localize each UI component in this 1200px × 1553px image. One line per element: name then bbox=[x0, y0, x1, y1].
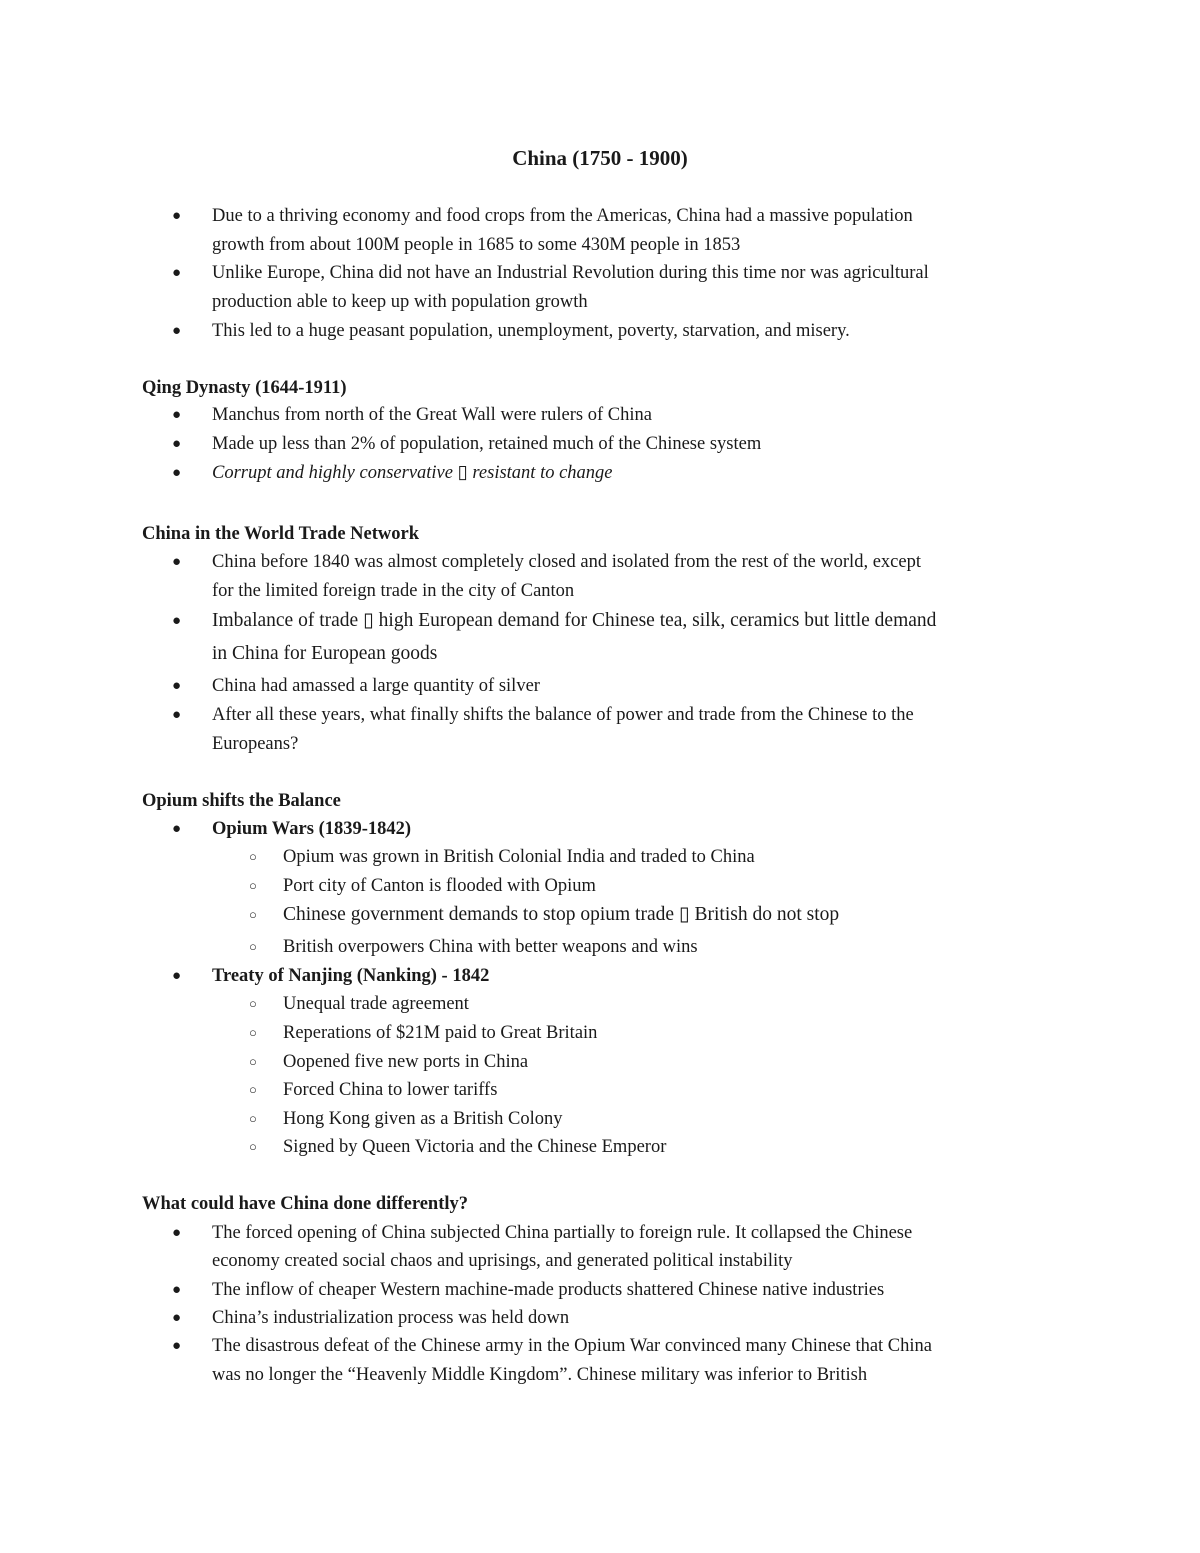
sub-bullet-icon: ○ bbox=[249, 878, 257, 893]
trade-2-line-0: China had amassed a large quantity of silver bbox=[212, 676, 540, 696]
bullet-icon: ● bbox=[172, 968, 182, 984]
opium-wars-item-2: Chinese government demands to stop opium trade ▯ British do not stop bbox=[283, 904, 840, 925]
qing-item-1: Made up less than 2% of population, retained much of the Chinese system bbox=[212, 434, 762, 454]
qing-item-2: Corrupt and highly conservative ▯ resistant to change bbox=[212, 463, 613, 483]
bullet-icon: ● bbox=[172, 707, 182, 723]
trade-heading: China in the World Trade Network bbox=[142, 524, 420, 544]
trade-0-line-1: for the limited foreign trade in the city of Canton bbox=[212, 581, 575, 601]
intro-1-line-0: Unlike Europe, China did not have an Industrial Revolution during this time nor was agricultural bbox=[212, 263, 929, 283]
intro-0-line-0: Due to a thriving economy and food crops from the Americas, China had a massive population bbox=[212, 206, 913, 226]
bullet-icon: ● bbox=[172, 465, 182, 481]
sub-bullet-icon: ○ bbox=[249, 1082, 257, 1097]
bullet-icon: ● bbox=[172, 208, 182, 224]
diff-1-line-0: The inflow of cheaper Western machine-made products shattered Chinese native industries bbox=[212, 1280, 885, 1300]
sub-bullet-icon: ○ bbox=[249, 996, 257, 1011]
page-title: China (1750 - 1900) bbox=[512, 146, 688, 170]
bullet-icon: ● bbox=[172, 1282, 182, 1298]
sub-bullet-icon: ○ bbox=[249, 849, 257, 864]
bullet-icon: ● bbox=[172, 265, 182, 281]
opium-wars-item-0: Opium was grown in British Colonial India and traded to China bbox=[283, 847, 755, 867]
diff-0-line-0: The forced opening of China subjected China partially to foreign rule. It collapsed the Chinese bbox=[212, 1223, 913, 1243]
intro-1-line-1: production able to keep up with population growth bbox=[212, 292, 588, 312]
bullet-icon: ● bbox=[172, 436, 182, 452]
opium-wars-label: Opium Wars (1839-1842) bbox=[212, 819, 412, 839]
qing-item-0: Manchus from north of the Great Wall were rulers of China bbox=[212, 405, 652, 425]
sub-bullet-icon: ○ bbox=[249, 1054, 257, 1069]
treaty-item-2: Oopened five new ports in China bbox=[283, 1052, 529, 1072]
bullet-icon: ● bbox=[172, 613, 182, 629]
trade-1-line-0: Imbalance of trade ▯ high European demand for Chinese tea, silk, ceramics but little demand bbox=[212, 610, 937, 631]
sub-bullet-icon: ○ bbox=[249, 1111, 257, 1126]
qing-heading: Qing Dynasty (1644-1911) bbox=[142, 378, 347, 398]
diff-3-line-0: The disastrous defeat of the Chinese army in the Opium War convinced many Chinese that China bbox=[212, 1336, 933, 1356]
sub-bullet-icon: ○ bbox=[249, 939, 257, 954]
treaty-item-4: Hong Kong given as a British Colony bbox=[283, 1109, 563, 1129]
opium-heading: Opium shifts the Balance bbox=[142, 791, 341, 811]
treaty-label: Treaty of Nanjing (Nanking) - 1842 bbox=[212, 966, 490, 986]
bullet-icon: ● bbox=[172, 323, 182, 339]
trade-3-line-0: After all these years, what finally shifts the balance of power and trade from the Chinese to the bbox=[212, 705, 914, 725]
intro-0-line-1: growth from about 100M people in 1685 to some 430M people in 1853 bbox=[212, 235, 741, 255]
diff-3-line-1: was no longer the “Heavenly Middle Kingdom”. Chinese military was inferior to British bbox=[212, 1365, 868, 1385]
trade-1-line-1: in China for European goods bbox=[212, 643, 438, 664]
treaty-item-5: Signed by Queen Victoria and the Chinese Emperor bbox=[283, 1137, 667, 1157]
trade-0-line-0: China before 1840 was almost completely closed and isolated from the rest of the world, except bbox=[212, 552, 921, 572]
bullet-icon: ● bbox=[172, 1310, 182, 1326]
opium-wars-item-1: Port city of Canton is flooded with Opium bbox=[283, 876, 596, 896]
treaty-item-0: Unequal trade agreement bbox=[283, 994, 469, 1014]
bullet-icon: ● bbox=[172, 554, 182, 570]
bullet-icon: ● bbox=[172, 678, 182, 694]
bullet-icon: ● bbox=[172, 1225, 182, 1241]
differently-heading: What could have China done differently? bbox=[142, 1194, 469, 1214]
treaty-item-3: Forced China to lower tariffs bbox=[283, 1080, 498, 1100]
trade-3-line-1: Europeans? bbox=[212, 734, 299, 754]
treaty-item-1: Reperations of $21M paid to Great Britain bbox=[283, 1023, 598, 1043]
sub-bullet-icon: ○ bbox=[249, 907, 257, 922]
sub-bullet-icon: ○ bbox=[249, 1025, 257, 1040]
bullet-icon: ● bbox=[172, 821, 182, 837]
bullet-icon: ● bbox=[172, 1338, 182, 1354]
sub-bullet-icon: ○ bbox=[249, 1139, 257, 1154]
bullet-icon: ● bbox=[172, 407, 182, 423]
diff-2-line-0: China’s industrialization process was held down bbox=[212, 1308, 570, 1328]
opium-wars-item-3: British overpowers China with better weapons and wins bbox=[283, 937, 698, 957]
intro-2-line-0: This led to a huge peasant population, unemployment, poverty, starvation, and misery. bbox=[212, 321, 850, 341]
diff-0-line-1: economy created social chaos and uprisings, and generated political instability bbox=[212, 1251, 793, 1271]
